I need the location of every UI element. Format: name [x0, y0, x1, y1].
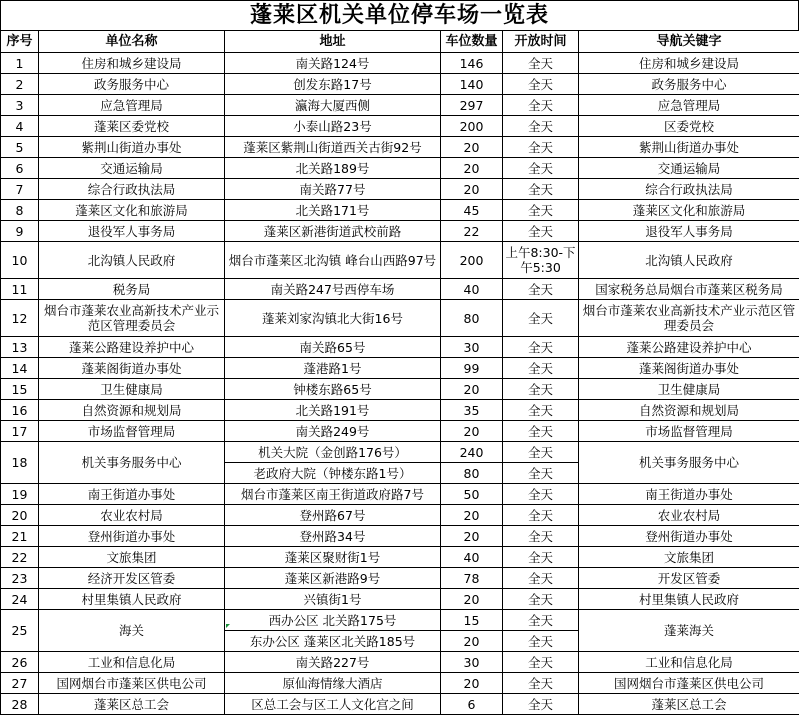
parking-spaces: 30	[441, 652, 503, 673]
unit-name: 海关	[39, 610, 225, 652]
address: 机关大院（金创路176号）	[225, 442, 441, 463]
row-number: 21	[1, 526, 39, 547]
header-no: 序号	[1, 31, 39, 53]
nav-keyword: 国家税务总局烟台市蓬莱区税务局	[579, 279, 799, 300]
open-hours: 全天	[503, 158, 579, 179]
parking-spaces: 20	[441, 421, 503, 442]
parking-spaces: 15	[441, 610, 503, 631]
nav-keyword: 蓬莱阁街道办事处	[579, 358, 799, 379]
row-number: 1	[1, 53, 39, 74]
parking-spaces: 20	[441, 379, 503, 400]
address: 登州路67号	[225, 505, 441, 526]
unit-name: 综合行政执法局	[39, 179, 225, 200]
open-hours: 全天	[503, 610, 579, 631]
table-row	[1, 442, 799, 463]
header-nav-keyword: 导航关键字	[579, 31, 799, 53]
nav-keyword: 机关事务服务中心	[579, 442, 799, 484]
open-hours: 全天	[503, 200, 579, 221]
nav-keyword: 自然资源和规划局	[579, 400, 799, 421]
parking-spaces: 50	[441, 484, 503, 505]
row-number: 25	[1, 610, 39, 652]
nav-keyword: 农业农村局	[579, 505, 799, 526]
parking-spaces: 45	[441, 200, 503, 221]
nav-keyword: 开发区管委	[579, 568, 799, 589]
unit-name: 自然资源和规划局	[39, 400, 225, 421]
unit-name: 市场监督管理局	[39, 421, 225, 442]
row-number: 11	[1, 279, 39, 300]
row-number: 24	[1, 589, 39, 610]
unit-name: 蓬莱阁街道办事处	[39, 358, 225, 379]
row-number: 9	[1, 221, 39, 242]
open-hours: 全天	[503, 442, 579, 463]
address: 蓬莱区聚财街1号	[225, 547, 441, 568]
parking-spaces: 78	[441, 568, 503, 589]
address: 北关路191号	[225, 400, 441, 421]
table-body	[1, 53, 799, 715]
unit-name: 退役军人事务局	[39, 221, 225, 242]
open-hours: 全天	[503, 652, 579, 673]
nav-keyword: 蓬莱海关	[579, 610, 799, 652]
nav-keyword: 市场监督管理局	[579, 421, 799, 442]
parking-spaces: 20	[441, 526, 503, 547]
nav-keyword: 政务服务中心	[579, 74, 799, 95]
parking-spaces: 99	[441, 358, 503, 379]
table-row	[1, 505, 799, 526]
row-number: 10	[1, 242, 39, 279]
unit-name: 交通运输局	[39, 158, 225, 179]
table-row	[1, 337, 799, 358]
header-spaces: 车位数量	[441, 31, 503, 53]
header-address: 地址	[225, 31, 441, 53]
unit-name: 机关事务服务中心	[39, 442, 225, 484]
unit-name: 蓬莱区总工会	[39, 694, 225, 715]
unit-name: 蓬莱区委党校	[39, 116, 225, 137]
unit-name: 紫荆山街道办事处	[39, 137, 225, 158]
nav-keyword: 工业和信息化局	[579, 652, 799, 673]
row-number: 17	[1, 421, 39, 442]
address: 南关路247号西停车场	[225, 279, 441, 300]
table-row	[1, 610, 799, 631]
open-hours: 全天	[503, 547, 579, 568]
parking-spaces: 240	[441, 442, 503, 463]
parking-spaces: 146	[441, 53, 503, 74]
table-row	[1, 484, 799, 505]
nav-keyword: 国网烟台市蓬莱区供电公司	[579, 673, 799, 694]
unit-name: 蓬莱公路建设养护中心	[39, 337, 225, 358]
address: 兴镇街1号	[225, 589, 441, 610]
table-row	[1, 379, 799, 400]
nav-keyword: 住房和城乡建设局	[579, 53, 799, 74]
nav-keyword: 交通运输局	[579, 158, 799, 179]
open-hours: 全天	[503, 505, 579, 526]
unit-name: 国网烟台市蓬莱区供电公司	[39, 673, 225, 694]
open-hours: 全天	[503, 589, 579, 610]
unit-name: 文旅集团	[39, 547, 225, 568]
address: 登州路34号	[225, 526, 441, 547]
nav-keyword: 蓬莱区总工会	[579, 694, 799, 715]
parking-spaces: 20	[441, 673, 503, 694]
address: 北关路171号	[225, 200, 441, 221]
parking-spaces: 22	[441, 221, 503, 242]
parking-spaces: 80	[441, 300, 503, 337]
row-number: 20	[1, 505, 39, 526]
address: 北关路189号	[225, 158, 441, 179]
table-row	[1, 74, 799, 95]
parking-spaces: 20	[441, 137, 503, 158]
parking-spaces: 30	[441, 337, 503, 358]
parking-spaces: 140	[441, 74, 503, 95]
nav-keyword: 北沟镇人民政府	[579, 242, 799, 279]
unit-name: 蓬莱区文化和旅游局	[39, 200, 225, 221]
row-number: 8	[1, 200, 39, 221]
address: 蓬莱区新港路9号	[225, 568, 441, 589]
table-row	[1, 547, 799, 568]
open-hours: 全天	[503, 400, 579, 421]
open-hours: 全天	[503, 279, 579, 300]
row-number: 28	[1, 694, 39, 715]
parking-spaces: 20	[441, 631, 503, 652]
row-number: 12	[1, 300, 39, 337]
address: 南关路227号	[225, 652, 441, 673]
unit-name: 登州街道办事处	[39, 526, 225, 547]
row-number: 14	[1, 358, 39, 379]
address: 东办公区 蓬莱区北关路185号	[225, 631, 441, 652]
table-row	[1, 137, 799, 158]
open-hours: 全天	[503, 53, 579, 74]
row-number: 6	[1, 158, 39, 179]
open-hours: 全天	[503, 116, 579, 137]
open-hours: 全天	[503, 137, 579, 158]
open-hours: 全天	[503, 694, 579, 715]
parking-spaces: 40	[441, 279, 503, 300]
row-number: 27	[1, 673, 39, 694]
parking-table	[0, 30, 799, 715]
unit-name: 村里集镇人民政府	[39, 589, 225, 610]
row-number: 2	[1, 74, 39, 95]
parking-spaces: 200	[441, 116, 503, 137]
nav-keyword: 登州街道办事处	[579, 526, 799, 547]
row-number: 23	[1, 568, 39, 589]
comment-marker-icon	[226, 624, 230, 628]
address: 西办公区 北关路175号	[225, 610, 441, 631]
table-row	[1, 221, 799, 242]
nav-keyword: 蓬莱区文化和旅游局	[579, 200, 799, 221]
table-row	[1, 694, 799, 715]
unit-name: 农业农村局	[39, 505, 225, 526]
table-row	[1, 400, 799, 421]
nav-keyword: 卫生健康局	[579, 379, 799, 400]
header-hours: 开放时间	[503, 31, 579, 53]
open-hours: 全天	[503, 673, 579, 694]
address: 烟台市蓬莱区北沟镇 峰台山西路97号	[225, 242, 441, 279]
address: 烟台市蓬莱区南王街道政府路7号	[225, 484, 441, 505]
row-number: 26	[1, 652, 39, 673]
open-hours: 全天	[503, 300, 579, 337]
table-row	[1, 673, 799, 694]
row-number: 5	[1, 137, 39, 158]
unit-name: 南王街道办事处	[39, 484, 225, 505]
unit-name: 烟台市蓬莱农业高新技术产业示范区管理委员会	[39, 300, 225, 337]
row-number: 13	[1, 337, 39, 358]
table-row	[1, 242, 799, 279]
address: 南关路124号	[225, 53, 441, 74]
table-row	[1, 95, 799, 116]
address: 蓬莱区新港街道武校前路	[225, 221, 441, 242]
address: 原仙海情缘大酒店	[225, 673, 441, 694]
address: 瀛海大厦西侧	[225, 95, 441, 116]
address: 南关路77号	[225, 179, 441, 200]
table-row	[1, 179, 799, 200]
row-number: 18	[1, 442, 39, 484]
parking-spaces: 35	[441, 400, 503, 421]
table-row	[1, 358, 799, 379]
unit-name: 应急管理局	[39, 95, 225, 116]
unit-name: 住房和城乡建设局	[39, 53, 225, 74]
row-number: 16	[1, 400, 39, 421]
open-hours: 全天	[503, 484, 579, 505]
open-hours: 全天	[503, 95, 579, 116]
unit-name: 工业和信息化局	[39, 652, 225, 673]
row-number: 3	[1, 95, 39, 116]
open-hours: 全天	[503, 221, 579, 242]
table-row	[1, 589, 799, 610]
open-hours: 全天	[503, 179, 579, 200]
table-row	[1, 526, 799, 547]
address: 小泰山路23号	[225, 116, 441, 137]
address: 钟楼东路65号	[225, 379, 441, 400]
unit-name: 税务局	[39, 279, 225, 300]
open-hours: 上午8:30-下午5:30	[503, 242, 579, 279]
header-row	[1, 31, 799, 53]
open-hours: 全天	[503, 526, 579, 547]
open-hours: 全天	[503, 358, 579, 379]
row-number: 4	[1, 116, 39, 137]
nav-keyword: 南王街道办事处	[579, 484, 799, 505]
table-row	[1, 279, 799, 300]
address: 蓬莱刘家沟镇北大街16号	[225, 300, 441, 337]
nav-keyword: 村里集镇人民政府	[579, 589, 799, 610]
open-hours: 全天	[503, 463, 579, 484]
unit-name: 北沟镇人民政府	[39, 242, 225, 279]
nav-keyword: 紫荆山街道办事处	[579, 137, 799, 158]
address: 创发东路17号	[225, 74, 441, 95]
parking-spaces: 20	[441, 179, 503, 200]
table-row	[1, 300, 799, 337]
parking-spaces: 20	[441, 505, 503, 526]
parking-spaces: 297	[441, 95, 503, 116]
table-row	[1, 568, 799, 589]
unit-name: 经济开发区管委	[39, 568, 225, 589]
parking-spaces: 40	[441, 547, 503, 568]
table-row	[1, 200, 799, 221]
nav-keyword: 退役军人事务局	[579, 221, 799, 242]
open-hours: 全天	[503, 337, 579, 358]
parking-spaces: 6	[441, 694, 503, 715]
address: 老政府大院（钟楼东路1号）	[225, 463, 441, 484]
open-hours: 全天	[503, 379, 579, 400]
parking-spaces: 200	[441, 242, 503, 279]
header-unit: 单位名称	[39, 31, 225, 53]
row-number: 15	[1, 379, 39, 400]
row-number: 7	[1, 179, 39, 200]
open-hours: 全天	[503, 74, 579, 95]
table-row	[1, 116, 799, 137]
address: 南关路65号	[225, 337, 441, 358]
nav-keyword: 烟台市蓬莱农业高新技术产业示范区管理委员会	[579, 300, 799, 337]
open-hours: 全天	[503, 421, 579, 442]
address: 南关路249号	[225, 421, 441, 442]
row-number: 22	[1, 547, 39, 568]
sheet-title: 蓬莱区机关单位停车场一览表	[0, 0, 799, 30]
nav-keyword: 综合行政执法局	[579, 179, 799, 200]
nav-keyword: 应急管理局	[579, 95, 799, 116]
unit-name: 政务服务中心	[39, 74, 225, 95]
table-row	[1, 421, 799, 442]
address: 蓬莱区紫荆山街道西关古街92号	[225, 137, 441, 158]
table-row	[1, 652, 799, 673]
nav-keyword: 蓬莱公路建设养护中心	[579, 337, 799, 358]
row-number: 19	[1, 484, 39, 505]
parking-spaces: 20	[441, 158, 503, 179]
parking-spaces: 20	[441, 589, 503, 610]
table-row	[1, 158, 799, 179]
address: 区总工会与区工人文化宫之间	[225, 694, 441, 715]
table-row	[1, 53, 799, 74]
open-hours: 全天	[503, 631, 579, 652]
unit-name: 卫生健康局	[39, 379, 225, 400]
parking-spaces: 80	[441, 463, 503, 484]
nav-keyword: 文旅集团	[579, 547, 799, 568]
address: 蓬港路1号	[225, 358, 441, 379]
nav-keyword: 区委党校	[579, 116, 799, 137]
open-hours: 全天	[503, 568, 579, 589]
